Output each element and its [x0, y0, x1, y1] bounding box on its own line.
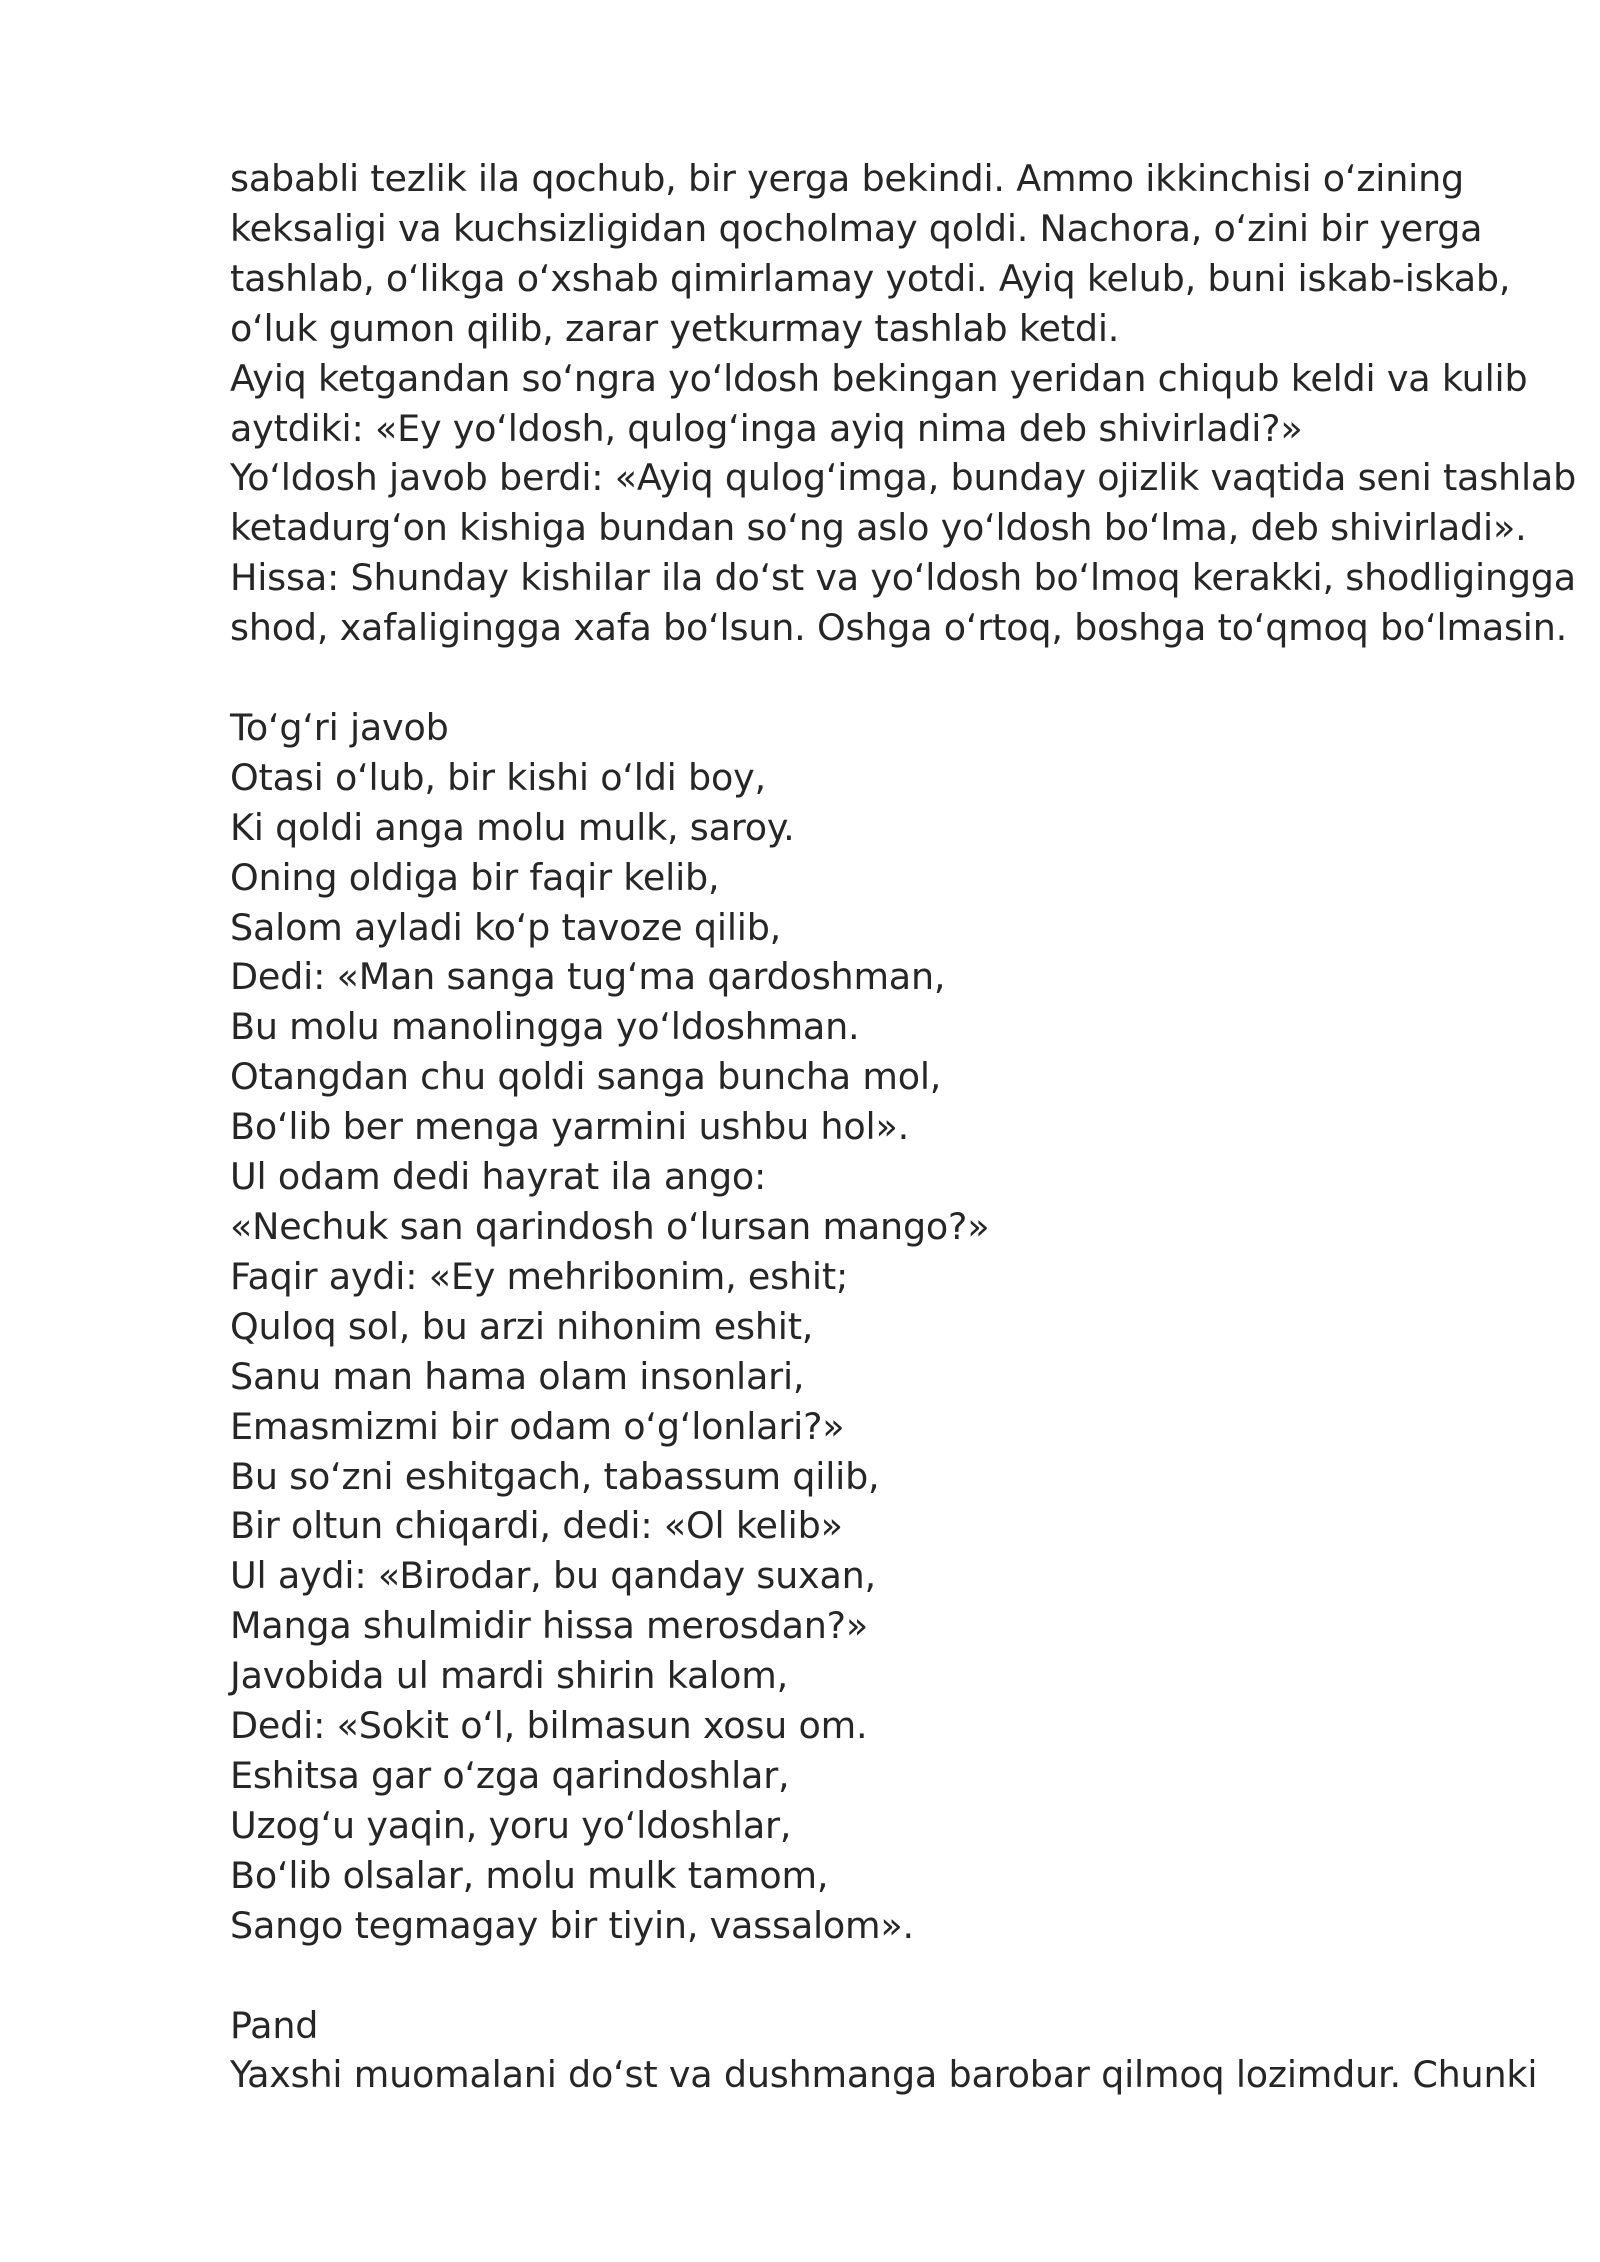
poem-line: Quloq sol, bu arzi nihonim eshit,: [230, 1304, 814, 1348]
poem-section: [230, 703, 1530, 1951]
poem-line: Ul aydi: «Birodar, bu qanday suxan,: [230, 1554, 876, 1598]
prose-line: sababli tezlik ila qochub, bir yerga bekindi. Ammo ikkinchisi o‘zining: [230, 157, 1465, 200]
blank-line: [230, 1951, 1530, 2001]
document-page: [230, 154, 1577, 2100]
prose-line: keksaligi va kuchsizligidan qocholmay qoldi. Nachora, o‘zini bir yerga: [230, 206, 1483, 250]
poem-line: Bu so‘zni eshitgach, tabassum qilib,: [230, 1454, 880, 1498]
poem-line: Bu molu manolingga yo‘ldoshman.: [230, 1005, 860, 1049]
prose-section: [230, 154, 1577, 653]
poem-line: Emasmizmi bir odam o‘g‘lonlari?»: [230, 1404, 845, 1448]
pand-title: Pand: [230, 2003, 319, 2047]
poem-title: To‘g‘ri javob: [230, 705, 449, 749]
pand-line: Yaxshi muomalani do‘st va dushmanga barobar qilmoq lozimdur. Chunki: [230, 2053, 1538, 2097]
prose-line: Hissa: Shunday kishilar ila do‘st va yo‘ldosh bo‘lmoq kerakki, shodligingga: [230, 556, 1576, 600]
prose-line: ketadurg‘on kishiga bundan so‘ng aslo yo‘ldosh bo‘lma, deb shivirladi».: [230, 506, 1527, 550]
poem-line: Eshitsa gar o‘zga qarindoshlar,: [230, 1753, 790, 1797]
poem-line: Bir oltun chiqardi, dedi: «Ol kelib»: [230, 1504, 843, 1548]
prose-line: Ayiq ketgandan so‘ngra yo‘ldosh bekingan yeridan chiqub keldi va kulib: [230, 356, 1528, 400]
poem-line: Manga shulmidir hissa merosdan?»: [230, 1604, 868, 1648]
poem-line: Otangdan chu qoldi sanga buncha mol,: [230, 1055, 942, 1099]
poem-line: Bo‘lib olsalar, molu mulk tamom,: [230, 1853, 829, 1897]
poem-line: Sango tegmagay bir tiyin, vassalom».: [230, 1903, 914, 1947]
poem-line: Uzog‘u yaqin, yoru yo‘ldoshlar,: [230, 1803, 792, 1847]
poem-line: Javobida ul mardi shirin kalom,: [230, 1654, 789, 1698]
prose-line: aytdiki: «Ey yo‘ldosh, qulog‘inga ayiq nima deb shivirladi?»: [230, 406, 1303, 450]
poem-line: Dedi: «Sokit o‘l, bilmasun xosu om.: [230, 1704, 868, 1748]
poem-line: Faqir aydi: «Ey mehribonim, eshit;: [230, 1254, 849, 1298]
pand-section: [230, 2001, 1538, 2101]
poem-line: Otasi o‘lub, bir kishi o‘ldi boy,: [230, 755, 766, 799]
poem-line: «Nechuk san qarindosh o‘lursan mango?»: [230, 1205, 990, 1249]
poem-line: Ki qoldi anga molu mulk, saroy.: [230, 805, 795, 849]
poem-line: Oning oldiga bir faqir kelib,: [230, 855, 720, 899]
poem-line: Salom ayladi ko‘p tavoze qilib,: [230, 905, 782, 949]
poem-line: Bo‘lib ber menga yarmini ushbu hol».: [230, 1105, 909, 1149]
poem-line: Ul odam dedi hayrat ila ango:: [230, 1155, 767, 1199]
poem-line: Dedi: «Man sanga tug‘ma qardoshman,: [230, 955, 946, 999]
prose-line: tashlab, o‘likga o‘xshab qimirlamay yotdi. Ayiq kelub, buni iskab-iskab,: [230, 256, 1511, 300]
prose-line: shod, xafaligingga xafa bo‘lsun. Oshga o‘rtoq, boshga to‘qmoq bo‘lmasin.: [230, 606, 1568, 650]
poem-line: Sanu man hama olam insonlari,: [230, 1354, 805, 1398]
blank-line: [230, 653, 1530, 703]
prose-line: Yo‘ldosh javob berdi: «Ayiq qulog‘imga, bunday ojizlik vaqtida seni tashlab: [230, 456, 1577, 500]
prose-line: o‘luk gumon qilib, zarar yetkurmay tashlab ketdi.: [230, 306, 1120, 350]
